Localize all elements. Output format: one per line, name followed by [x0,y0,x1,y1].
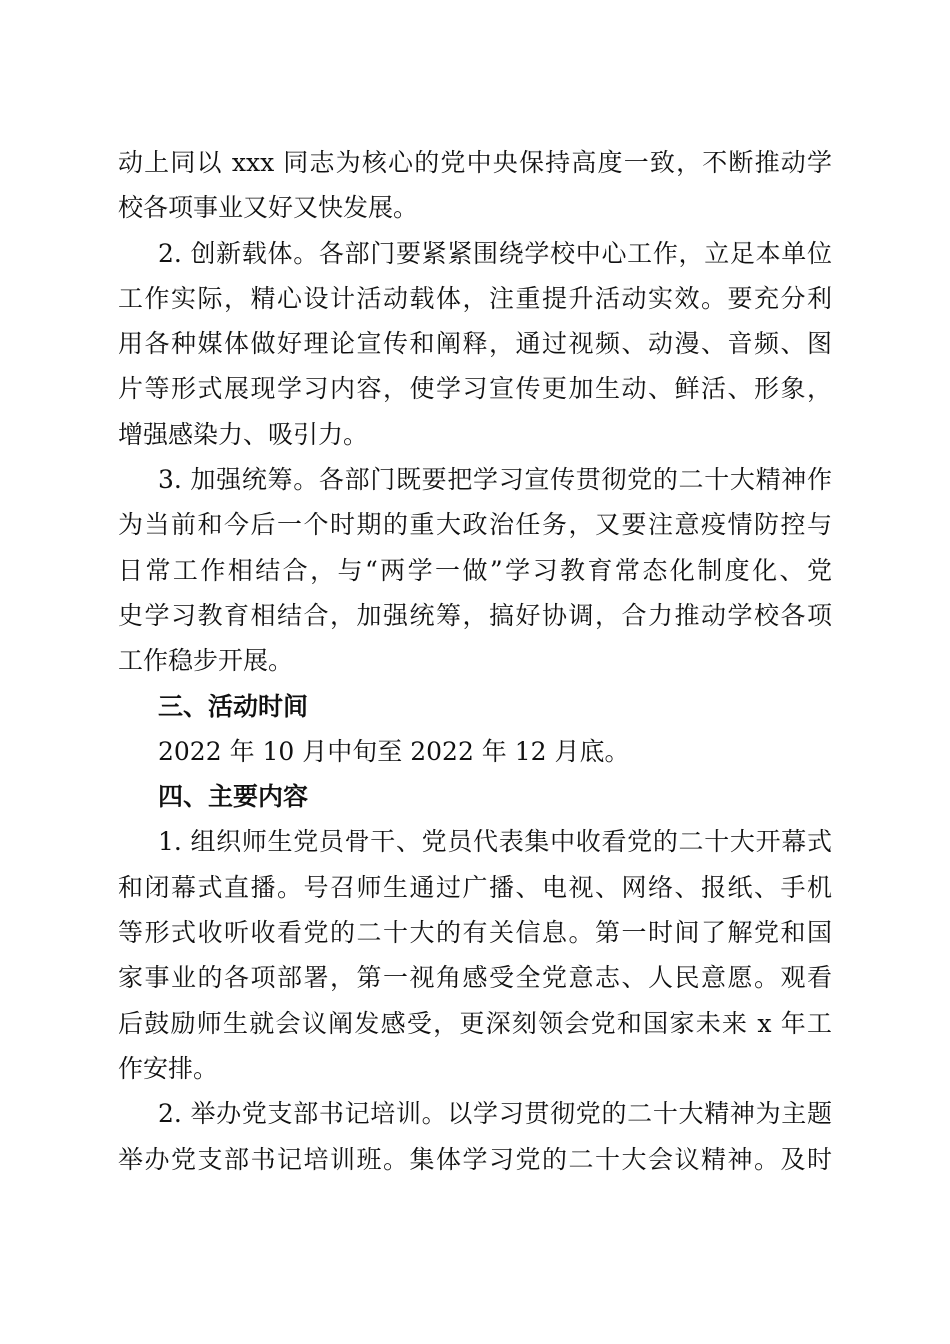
paragraph-line: 用各种媒体做好理论宣传和阐释，通过视频、动漫、音频、图 [118,329,832,359]
paragraph-line: 工作实际，精心设计活动载体，注重提升活动实效。要充分利 [118,283,832,313]
paragraph-line: 日常工作相结合，与“两学一做”学习教育常态化制度化、党 [118,555,832,585]
paragraph-line: 作安排。 [118,1053,219,1083]
paragraph-line: 校各项事业又好又快发展。 [118,193,419,223]
paragraph-line: 3. 加强统筹。各部门既要把学习宣传贯彻党的二十大精神作 [158,465,832,495]
paragraph-line: 2. 举办党支部书记培训。以学习贯彻党的二十大精神为主题 [158,1099,832,1129]
paragraph-line: 片等形式展现学习内容，使学习宣传更加生动、鲜活、形象， [118,374,832,404]
paragraph-line: 工作稳步开展。 [118,646,294,676]
paragraph-line: 等形式收听收看党的二十大的有关信息。第一时间了解党和国 [118,918,832,948]
paragraph-line: 后鼓励师生就会议阐发感受，更深刻领会党和国家未来 x 年工 [118,1008,832,1038]
paragraph-line: 和闭幕式直播。号召师生通过广播、电视、网络、报纸、手机 [118,872,832,902]
paragraph-line: 史学习教育相结合，加强统筹，搞好协调，合力推动学校各项 [118,600,832,630]
section-heading: 三、活动时间 [158,691,309,721]
paragraph-line: 举办党支部书记培训班。集体学习党的二十大会议精神。及时 [118,1144,832,1174]
paragraph-line: 为当前和今后一个时期的重大政治任务，又要注意疫情防控与 [118,510,832,540]
paragraph-line: 2022 年 10 月中旬至 2022 年 12 月底。 [158,736,630,766]
paragraph-line: 1. 组织师生党员骨干、党员代表集中收看党的二十大开幕式 [158,827,832,857]
document-body [118,140,832,1182]
paragraph-line: 动上同以 xxx 同志为核心的党中央保持高度一致，不断推动学 [118,148,832,177]
paragraph-line: 增强感染力、吸引力。 [118,419,369,449]
paragraph-line: 家事业的各项部署，第一视角感受全党意志、人民意愿。观看 [118,963,832,993]
paragraph-line: 2. 创新载体。各部门要紧紧围绕学校中心工作，立足本单位 [158,238,832,268]
section-heading: 四、主要内容 [158,782,309,812]
